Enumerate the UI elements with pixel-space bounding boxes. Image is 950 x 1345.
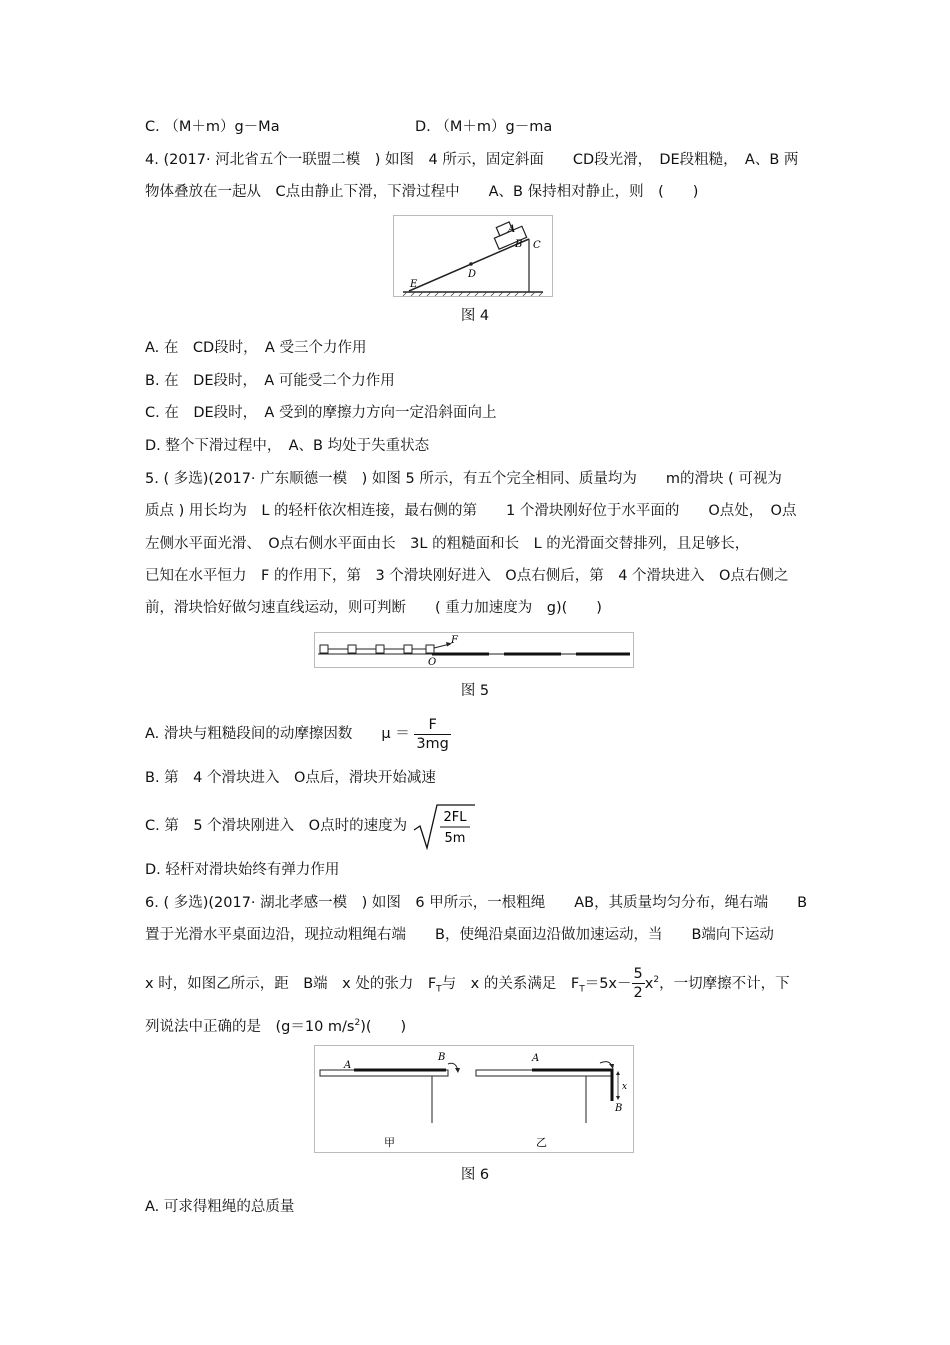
label-b: B <box>515 239 523 250</box>
figure-5-caption: 图 5 <box>460 683 490 699</box>
label-b-jia: B <box>438 1052 446 1063</box>
units-superscript: 2 <box>354 1018 361 1028</box>
figure-6-caption: 图 6 <box>460 1167 490 1183</box>
incline-surface <box>409 239 529 291</box>
q6-line3-part5: ，一切摩擦不计，下 <box>659 975 790 992</box>
q6-option-a: A. 可求得粗绳的总质量 <box>145 1199 295 1215</box>
q5-option-b: B. 第 4 个滑块进入 O点后，滑块开始减速 <box>145 770 436 786</box>
q4-option-b: B. 在 DE段时， A 可能受二个力作用 <box>145 373 395 389</box>
q5-option-c-text: C. 第 5 个滑块刚进入 O点时的速度为 <box>145 818 408 834</box>
sqrt-expression <box>412 801 476 851</box>
q5-stem-line2: 质点 ) 用长均为 L 的轻杆依次相连接，最右侧的第 1 个滑块刚好位于水平面的 O点处， O点 <box>145 503 797 519</box>
figure-6-rope <box>314 1045 634 1153</box>
q6-stem-line4 <box>145 1013 406 1037</box>
figure-5-sliders <box>314 632 634 668</box>
x-dimension-top-arrow <box>616 1071 620 1075</box>
q6-stem-line3 <box>145 958 790 1002</box>
motion-arrowhead-yi <box>609 1064 614 1069</box>
figure-4-caption: 图 4 <box>460 308 490 324</box>
q5-option-c <box>145 801 476 851</box>
fraction-denominator: 3mg <box>416 735 449 752</box>
q6-line4-part1: 列说法中正确的是 (g＝10 m/s <box>145 1018 355 1035</box>
figure-4-incline <box>393 215 553 297</box>
q5-option-d: D. 轻杆对滑块始终有弹力作用 <box>145 862 340 878</box>
slider-5 <box>320 645 328 653</box>
q6-line3-part2: 与 x 的关系满足 F <box>441 975 580 992</box>
q6-line3-part3: ＝5x－ <box>584 975 632 992</box>
label-b-yi: B <box>615 1103 623 1114</box>
friction-fraction <box>414 716 451 753</box>
label-x: x <box>622 1082 628 1092</box>
label-d: D <box>468 269 477 280</box>
label-a-yi: A <box>532 1053 540 1064</box>
x-dimension-bottom-arrow <box>616 1096 620 1100</box>
subscript-t2: T <box>579 984 585 995</box>
tension-fraction-den: 2 <box>633 985 643 1002</box>
q6-stem-line2: 置于光滑水平桌面边沿，现拉动粗绳右端 B，使绳沿桌面边沿做加速运动，当 B端向下运动 <box>145 927 774 943</box>
q6-line3-part1: x 时，如图乙所示，距 B端 x 处的张力 F <box>145 975 437 992</box>
slider-2 <box>404 645 412 653</box>
sqrt-numerator: 2FL <box>443 810 467 825</box>
q5-option-a <box>145 713 451 755</box>
q4-option-a: A. 在 CD段时， A 受三个力作用 <box>145 340 367 356</box>
slider-1 <box>426 645 434 653</box>
motion-arrowhead-jia <box>455 1068 460 1073</box>
q5-stem-line4: 已知在水平恒力 F 的作用下，第 3 个滑块刚好进入 O点右侧后，第 4 个滑块进入 O点右侧之 <box>145 568 789 584</box>
point-d-dot <box>469 262 473 266</box>
q5-option-a-text: A. 滑块与粗糙段间的动摩擦因数 μ ＝ <box>145 726 410 742</box>
q6-line3-part4: x <box>644 975 654 992</box>
sqrt-sign-icon <box>412 802 476 850</box>
figure-5-frame <box>315 633 634 668</box>
label-e: E <box>410 279 418 290</box>
q5-stem-line5: 前，滑块恰好做匀速直线运动，则可判断 ( 重力加速度为 g)( ) <box>145 600 602 616</box>
figure-6-yi <box>476 1053 627 1149</box>
q5-stem-line1: 5. ( 多选)(2017· 广东顺德一模 ) 如图 5 所示，有五个完全相同、质量均为 m的滑块 ( 可视为 <box>145 471 782 487</box>
label-o: O <box>428 657 437 668</box>
tension-fraction <box>632 965 645 1002</box>
q4-stem-line2: 物体叠放在一起从 C点由静止下滑，下滑过程中 A、B 保持相对静止，则 ( ) <box>145 184 699 200</box>
slider-4 <box>348 645 356 653</box>
subscript-t1: T <box>436 984 442 995</box>
label-a-jia: A <box>344 1060 352 1071</box>
label-jia: 甲 <box>384 1136 395 1149</box>
q6-line4-part2: )( ) <box>360 1018 407 1035</box>
fraction-numerator: F <box>414 716 451 735</box>
q6-stem-line1: 6. ( 多选)(2017· 湖北孝感一模 ) 如图 6 甲所示，一根粗绳 AB，其质量均匀分布，绳右端 B <box>145 895 808 911</box>
label-yi: 乙 <box>536 1136 547 1149</box>
label-f: F <box>451 635 458 646</box>
label-c: C <box>533 240 541 251</box>
q3-option-c: C. （M＋m）g－Ma <box>145 119 280 135</box>
q4-option-c: C. 在 DE段时， A 受到的摩擦力方向一定沿斜面向上 <box>145 405 497 421</box>
label-a: A <box>508 224 516 235</box>
figure-6-jia <box>320 1052 460 1149</box>
q4-option-d: D. 整个下滑过程中， A、B 均处于失重状态 <box>145 438 430 454</box>
q4-stem-line1: 4. (2017· 河北省五个一联盟二模 ) 如图 4 所示，固定斜面 CD段光滑， DE段粗糙， A、B 两 <box>145 152 799 168</box>
tension-fraction-num: 5 <box>633 966 643 983</box>
q5-stem-line3: 左侧水平面光滑、 O点右侧水平面由长 3L 的粗糙面和长 L 的光滑面交替排列，且足够长， <box>145 536 750 552</box>
slider-3 <box>376 645 384 653</box>
superscript-2: 2 <box>653 975 660 985</box>
sqrt-denominator: 5m <box>444 831 466 846</box>
q3-option-d: D. （M＋m）g－ma <box>415 119 553 135</box>
